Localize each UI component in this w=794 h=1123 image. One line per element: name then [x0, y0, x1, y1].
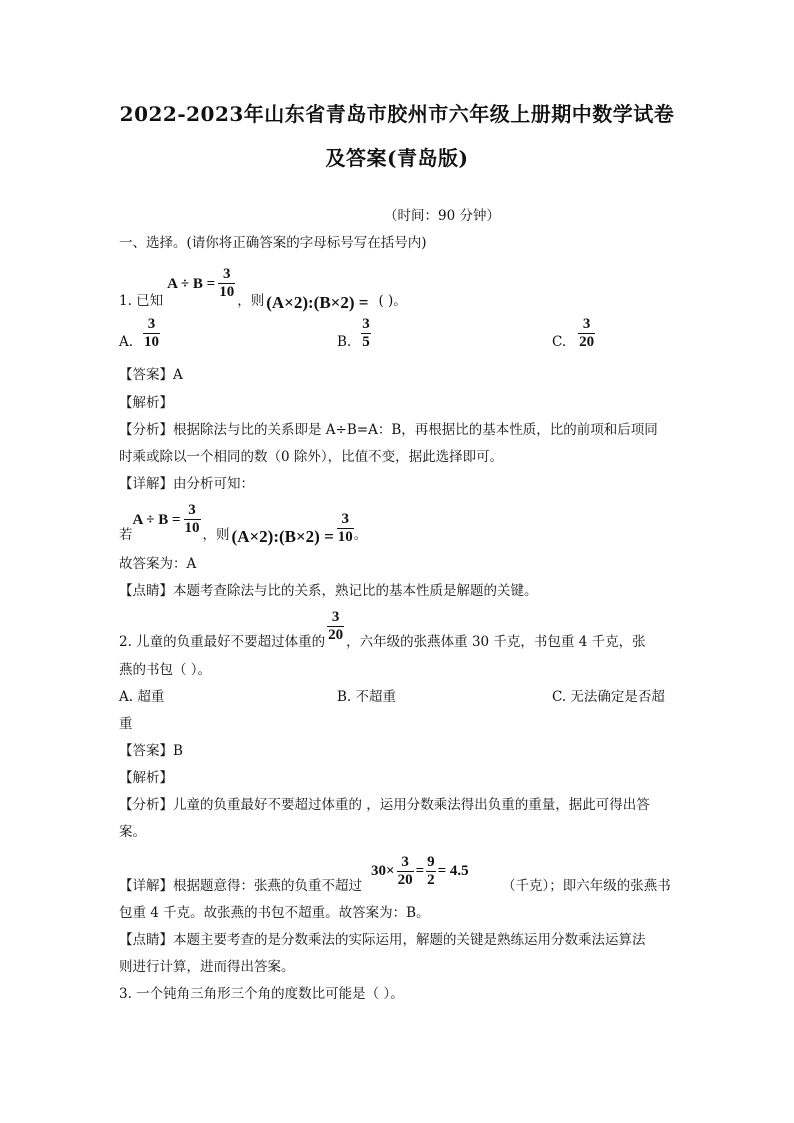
q2-option-b: B. 不超重: [337, 689, 397, 705]
q1-option-a: [119, 316, 160, 351]
q1-analysis-line-1: 【分析】根据除法与比的关系即是 A÷B=A：B，再根据比的基本性质，比的前项和后项同: [119, 422, 658, 438]
q2-detail-b: （千克）；即六年级的张燕书: [502, 878, 671, 894]
question-3: 3. 一个钝角三角形三个角的度数比可能是（ ）。: [119, 986, 404, 1002]
q2-calc-result: = 4.5: [437, 863, 469, 879]
q2-answer: 【答案】B: [119, 743, 183, 759]
q2-fraction: $\frac{3}{20}$: [328, 609, 344, 643]
q2-analysis-line-2: 案。: [119, 824, 146, 840]
q1-option-c-fraction: $\frac{3}{20}$: [579, 316, 595, 350]
q1-answer-blank: ( )。: [378, 293, 407, 309]
q1-option-c: [552, 316, 595, 351]
q2-option-c-cont: 重: [119, 716, 133, 732]
q2-tip-line-2: 则进行计算，进而得出答案。: [119, 959, 295, 975]
option-label: A.: [119, 334, 134, 350]
option-label: C.: [552, 334, 567, 350]
q1-then: ，则: [237, 293, 265, 309]
q1-option-a-fraction: $\frac{3}{10}$: [144, 316, 160, 350]
q2-calc-eq: =: [415, 863, 425, 879]
option-label: B.: [337, 334, 352, 350]
q1-so-answer: 故答案为：A: [119, 556, 197, 572]
q1-detail-then: ，则: [202, 527, 230, 543]
q1-fraction: $\frac{3}{10}$: [219, 266, 235, 300]
q1-answer: 【答案】A: [119, 367, 183, 383]
q2-option-c: C. 无法确定是否超: [552, 689, 665, 705]
exam-time: （时间：90 分钟）: [384, 208, 500, 224]
document-title: 2022-2023年山东省青岛市胶州市六年级上册期中数学试卷: [119, 102, 675, 126]
q2-text-a: 2. 儿童的负重最好不要超过体重的: [119, 634, 326, 650]
q1-detail-period: 。: [353, 527, 368, 543]
q1-analysis-line-2: 时乘或除以一个相同的数（0 除外），比值不变，据此选择即可。: [119, 449, 504, 465]
question-2: [119, 609, 646, 653]
q1-tip: 【点睛】本题考查除法与比的关系，熟记比的基本性质是解题的关键。: [119, 583, 538, 599]
q2-tip-line-1: 【点睛】本题主要考查的是分数乘法的实际运用，解题的关键是熟练运用分数乘法运算法: [119, 932, 646, 948]
q1-detail-expr-left: A ÷ B =: [132, 511, 181, 528]
q1-detail-expr-right: (A×2):(B×2) =: [231, 527, 334, 546]
q2-calc-a: 30×: [371, 863, 395, 879]
q1-detail-fraction-1: $\frac{3}{10}$: [184, 502, 200, 536]
q2-calc-fraction-1: $\frac{3}{20}$: [397, 854, 413, 888]
question-1: [119, 266, 407, 314]
q1-expr-right: (A×2):(B×2) =: [266, 293, 369, 312]
q2-text-b: ，六年级的张燕体重 30 千克，书包重 4 千克，张: [346, 634, 646, 650]
q2-detail-line-2: 包重 4 千克。故张燕的书包不超重。故答案为：B。: [119, 905, 430, 921]
section-heading: 一、选择。(请你将正确答案的字母标号写在括号内): [119, 235, 427, 251]
question-1-number: 1. 已知: [119, 293, 164, 309]
q1-detail: 【详解】由分析可知：: [119, 476, 254, 492]
q1-detail-if: 若: [119, 527, 133, 543]
document-subtitle: 及答案(青岛版): [325, 146, 469, 170]
q2-detail-a: 【详解】根据题意得：张燕的负重不超过: [119, 878, 362, 894]
q1-expr-left: A ÷ B =: [167, 275, 216, 292]
q1-detail-fraction-2: $\frac{3}{10}$: [337, 511, 353, 545]
q2-line-2: 燕的书包（ ）。: [119, 662, 212, 678]
q2-calc-fraction-2: $\frac{9}{2}$: [427, 854, 435, 888]
q2-analysis-line-1: 【分析】儿童的负重最好不要超过体重的 ，运用分数乘法得出负重的重量，据此可得出答: [119, 797, 650, 813]
q2-calculation: [371, 854, 469, 889]
q2-option-a: A. 超重: [119, 689, 165, 705]
q1-analysis-heading: 【解析】: [119, 395, 173, 411]
q1-option-b: [337, 316, 371, 351]
q1-detail-expression: [119, 502, 367, 546]
q2-analysis-heading: 【解析】: [119, 770, 173, 786]
q1-option-b-fraction: $\frac{3}{5}$: [362, 316, 370, 350]
